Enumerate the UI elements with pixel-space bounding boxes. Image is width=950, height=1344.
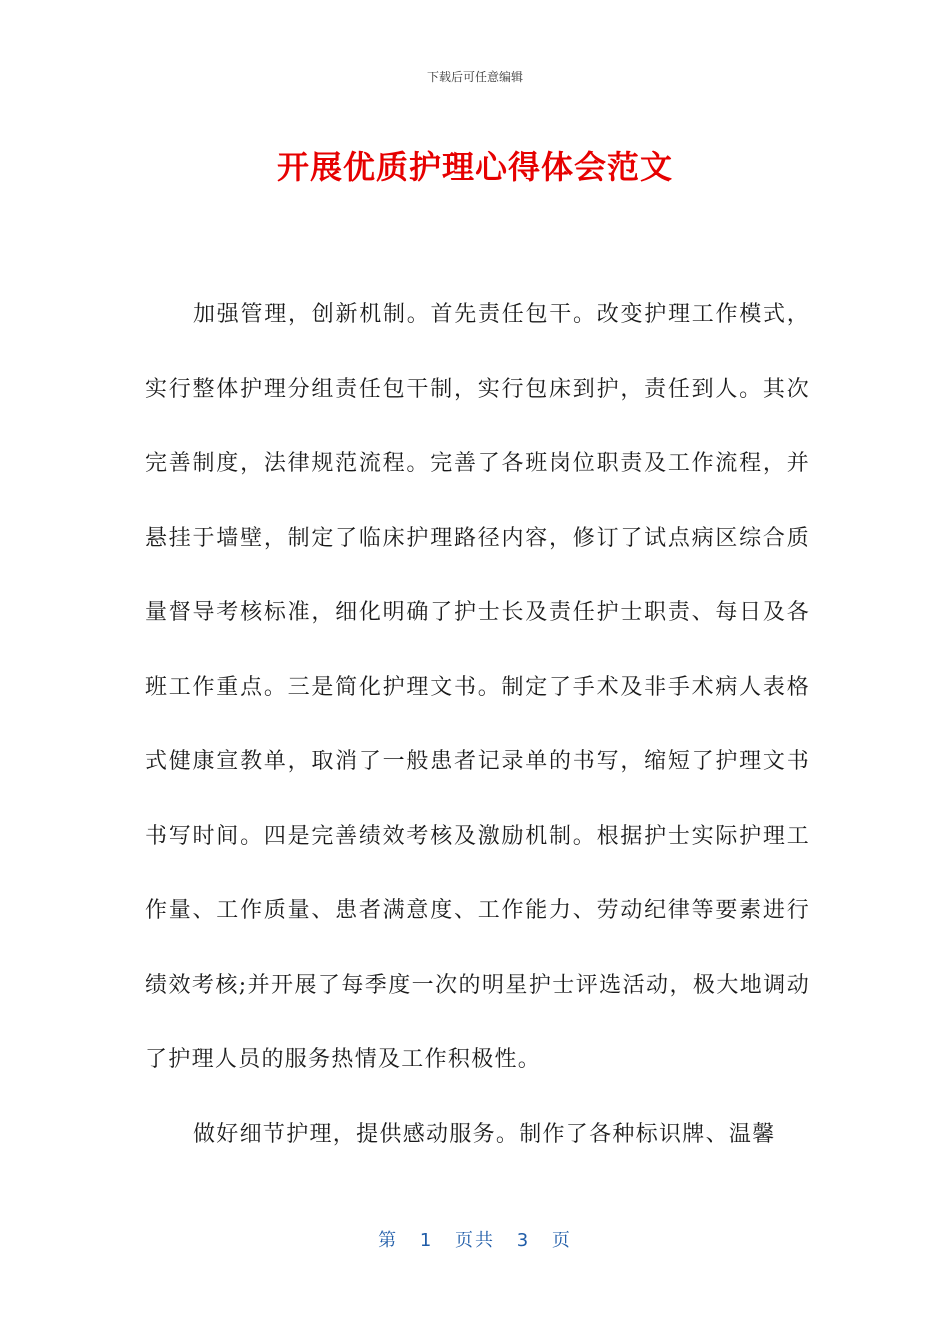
- page-number-footer: 第 1 页共 3 页: [378, 1230, 572, 1251]
- document-title: 开展优质护理心得体会范文: [276, 148, 673, 186]
- document-body: [145, 278, 810, 1172]
- paragraph-2: 做好细节护理，提供感动服务。制作了各种标识牌、温馨: [193, 1121, 776, 1147]
- header-note: 下载后可任意编辑: [426, 70, 523, 84]
- paragraph-1: 加强管理，创新机制。首先责任包干。改变护理工作模式，实行整体护理分组责任包干制，实行包床到护，责任到人。其次完善制度，法律规范流程。完善了各班岗位职责及工作流程，并悬挂于墙壁，制定了临床护理路径内容，修订了试点病区综合质量督导考核标准，细化明确了护士长及责任护士职责、每日及各班工作重点。三是简化护理文书。制定了手术及非手术病人表格式健康宣教单，取消了一般患者记录单的书写，缩短了护理文书书写时间。四是完善绩效考核及激励机制。根据护士实际护理工作量、工作质量、患者满意度、工作能力、劳动纪律等要素进行绩效考核;并开展了每季度一次的明星护士评选活动，极大地调动了护理人员的服务热情及工作积极性。: [145, 302, 810, 1072]
